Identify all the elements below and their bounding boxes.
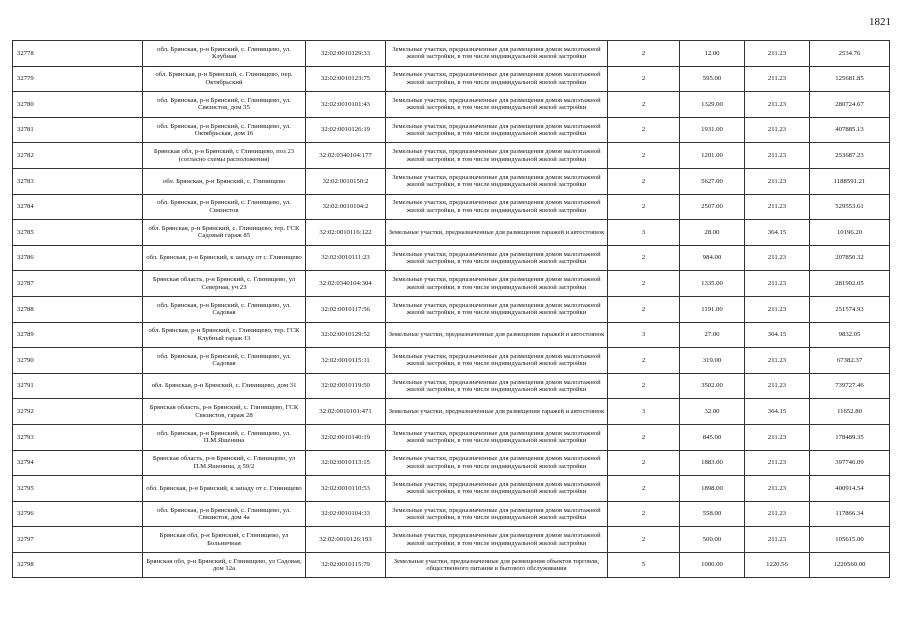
group-cell: 2 — [608, 168, 680, 194]
row-number-cell: 32780 — [13, 92, 143, 118]
group-cell: 2 — [608, 450, 680, 476]
specific-value-cell: 211.23 — [745, 245, 810, 271]
row-number-cell: 32785 — [13, 220, 143, 246]
table-row — [13, 552, 890, 578]
group-cell: 2 — [608, 373, 680, 399]
land-use-cell: Земельные участки, предназначенные для размещения домов малоэтажной жилой застройки, в том числе индивидуальной жилой застройки — [386, 92, 608, 118]
row-number-cell: 32790 — [13, 348, 143, 374]
area-cell: 500.00 — [680, 527, 745, 553]
specific-value-cell: 211.23 — [745, 296, 810, 322]
land-use-cell: Земельные участки, предназначенные для размещения домов малоэтажной жилой застройки, в том числе индивидуальной жилой застройки — [386, 348, 608, 374]
row-number-cell: 32794 — [13, 450, 143, 476]
address-cell: обл. Брянская, р-н Брянский, с. Глинищево, тер. ГСК Садовый гараж 85 — [143, 220, 306, 246]
cadastral-number-cell: 32:02:0010140:19 — [306, 424, 386, 450]
specific-value-cell: 211.23 — [745, 92, 810, 118]
row-number-cell: 32782 — [13, 143, 143, 169]
cadastral-number-cell: 32:02:0010115:11 — [306, 348, 386, 374]
area-cell: 319.00 — [680, 348, 745, 374]
specific-value-cell: 364.15 — [745, 322, 810, 348]
cadastral-number-cell: 32:02:0010116:122 — [306, 220, 386, 246]
cadastral-number-cell: 32:02:0340104:304 — [306, 271, 386, 297]
address-cell: Брянская область, р-н Брянский, с. Глинищево, ГСК Связистов, гараж 28 — [143, 399, 306, 425]
address-cell: Брянская обл, р-н Брянский, с Глинищево, ул Больничная — [143, 527, 306, 553]
group-cell: 2 — [608, 66, 680, 92]
area-cell: 1883.00 — [680, 450, 745, 476]
table-row — [13, 220, 890, 246]
cadastral-value-cell: 1188591.21 — [810, 168, 890, 194]
land-use-cell: Земельные участки, предназначенные для размещения домов малоэтажной жилой застройки, в том числе индивидуальной жилой застройки — [386, 41, 608, 67]
table-row — [13, 92, 890, 118]
area-cell: 1329.00 — [680, 92, 745, 118]
area-cell: 12.00 — [680, 41, 745, 67]
table-row — [13, 296, 890, 322]
table-row — [13, 194, 890, 220]
group-cell: 2 — [608, 271, 680, 297]
specific-value-cell: 211.23 — [745, 424, 810, 450]
area-cell: 32.00 — [680, 399, 745, 425]
area-cell: 1898.00 — [680, 476, 745, 502]
group-cell: 2 — [608, 194, 680, 220]
cadastral-value-cell: 397746.09 — [810, 450, 890, 476]
row-number-cell: 32796 — [13, 501, 143, 527]
table-row — [13, 476, 890, 502]
cadastral-value-cell: 178489.35 — [810, 424, 890, 450]
cadastral-value-cell: 11652.80 — [810, 399, 890, 425]
group-cell: 3 — [608, 399, 680, 425]
land-use-cell: Земельные участки, предназначенные для размещения объектов торговли, общественного питания и бытового обслуживания — [386, 552, 608, 578]
area-cell: 5627.00 — [680, 168, 745, 194]
land-registry-table — [12, 40, 890, 578]
specific-value-cell: 211.23 — [745, 271, 810, 297]
specific-value-cell: 1220.56 — [745, 552, 810, 578]
table-row — [13, 271, 890, 297]
table-row — [13, 245, 890, 271]
cadastral-value-cell: 125681.85 — [810, 66, 890, 92]
group-cell: 2 — [608, 348, 680, 374]
cadastral-number-cell: 32:02:0010113:15 — [306, 450, 386, 476]
row-number-cell: 32792 — [13, 399, 143, 425]
row-number-cell: 32793 — [13, 424, 143, 450]
table-row — [13, 168, 890, 194]
cadastral-number-cell: 32:02:0340104:177 — [306, 143, 386, 169]
area-cell: 1931.00 — [680, 117, 745, 143]
address-cell: обл. Брянская, р-н Брянский, с. Глинищево, ул. Садовая — [143, 296, 306, 322]
page-number: 1821 — [869, 16, 891, 28]
specific-value-cell: 211.23 — [745, 41, 810, 67]
cadastral-value-cell: 281992.05 — [810, 271, 890, 297]
cadastral-value-cell: 400914.54 — [810, 476, 890, 502]
address-cell: обл. Брянская, р-н Брянский, с. Глинищево, ул. Клубная — [143, 41, 306, 67]
land-use-cell: Земельные участки, предназначенные для размещения домов малоэтажной жилой застройки, в том числе индивидуальной жилой застройки — [386, 501, 608, 527]
specific-value-cell: 364.15 — [745, 220, 810, 246]
address-cell: обл. Брянская, р-н Брянский, с. Глинищево, ул. Связистов, дом 4а — [143, 501, 306, 527]
table-row — [13, 527, 890, 553]
address-cell: Брянская обл, р-н Брянский, с Глинищево, поз 23 (согласно схемы расположения) — [143, 143, 306, 169]
group-cell: 2 — [608, 476, 680, 502]
address-cell: Брянская область, р-н Брянский, с. Глинищево, ул П.М.Яшенина, д 59/2 — [143, 450, 306, 476]
row-number-cell: 32797 — [13, 527, 143, 553]
address-cell: обл. Брянская, р-н Брянский, с. Глинищево, тер. ГСК Клубный гараж 13 — [143, 322, 306, 348]
cadastral-number-cell: 32:02:0010126:19 — [306, 117, 386, 143]
table-row — [13, 501, 890, 527]
address-cell: обл. Брянская, р-н Брянский, с. Глинищево, ул. Октябрьская, дом 16 — [143, 117, 306, 143]
cadastral-number-cell: 32:02:0010119:50 — [306, 373, 386, 399]
cadastral-number-cell: 32:02:0010129:52 — [306, 322, 386, 348]
specific-value-cell: 364.15 — [745, 399, 810, 425]
cadastral-value-cell: 251574.93 — [810, 296, 890, 322]
land-use-cell: Земельные участки, предназначенные для размещения домов малоэтажной жилой застройки, в том числе индивидуальной жилой застройки — [386, 66, 608, 92]
row-number-cell: 32787 — [13, 271, 143, 297]
group-cell: 2 — [608, 527, 680, 553]
specific-value-cell: 211.23 — [745, 168, 810, 194]
cadastral-value-cell: 253687.23 — [810, 143, 890, 169]
address-cell: обл. Брянская, р-н Брянский, с. Глинищево, ул. П.М.Яшенина — [143, 424, 306, 450]
cadastral-value-cell: 1220560.00 — [810, 552, 890, 578]
table-row — [13, 450, 890, 476]
address-cell: обл. Брянская, р-н Брянский, с. Глинищево, ул. Садовая — [143, 348, 306, 374]
row-number-cell: 32791 — [13, 373, 143, 399]
table-body — [13, 41, 890, 578]
row-number-cell: 32789 — [13, 322, 143, 348]
specific-value-cell: 211.23 — [745, 373, 810, 399]
specific-value-cell: 211.23 — [745, 527, 810, 553]
table-row — [13, 424, 890, 450]
address-cell: обл. Брянская, р-н Брянский, с. Глинищево — [143, 168, 306, 194]
specific-value-cell: 211.23 — [745, 117, 810, 143]
land-use-cell: Земельные участки, предназначенные для размещения домов малоэтажной жилой застройки, в том числе индивидуальной жилой застройки — [386, 245, 608, 271]
specific-value-cell: 211.23 — [745, 348, 810, 374]
specific-value-cell: 211.23 — [745, 143, 810, 169]
cadastral-value-cell: 407885.13 — [810, 117, 890, 143]
address-cell: Брянская область, р-н Брянский, с. Глинищево, ул Северная, уч 23 — [143, 271, 306, 297]
specific-value-cell: 211.23 — [745, 194, 810, 220]
row-number-cell: 32778 — [13, 41, 143, 67]
cadastral-number-cell: 32:02:0010104:33 — [306, 501, 386, 527]
area-cell: 558.00 — [680, 501, 745, 527]
area-cell: 28.00 — [680, 220, 745, 246]
row-number-cell: 32781 — [13, 117, 143, 143]
row-number-cell: 32779 — [13, 66, 143, 92]
land-use-cell: Земельные участки, предназначенные для размещения домов малоэтажной жилой застройки, в том числе индивидуальной жилой застройки — [386, 271, 608, 297]
land-use-cell: Земельные участки, предназначенные для размещения домов малоэтажной жилой застройки, в том числе индивидуальной жилой застройки — [386, 373, 608, 399]
specific-value-cell: 211.23 — [745, 476, 810, 502]
address-cell: обл. Брянская, р-н Брянский, с. Глинищево, дом 31 — [143, 373, 306, 399]
land-use-cell: Земельные участки, предназначенные для размещения домов малоэтажной жилой застройки, в том числе индивидуальной жилой застройки — [386, 476, 608, 502]
land-use-cell: Земельные участки, предназначенные для размещения гаражей и автостоянок — [386, 399, 608, 425]
area-cell: 595.00 — [680, 66, 745, 92]
cadastral-value-cell: 9832.05 — [810, 322, 890, 348]
cadastral-value-cell: 739727.46 — [810, 373, 890, 399]
land-use-cell: Земельные участки, предназначенные для размещения домов малоэтажной жилой застройки, в том числе индивидуальной жилой застройки — [386, 168, 608, 194]
area-cell: 845.00 — [680, 424, 745, 450]
cadastral-value-cell: 529553.61 — [810, 194, 890, 220]
address-cell: обл. Брянская, р-н Брянский, к западу от с. Глинищево — [143, 476, 306, 502]
area-cell: 1191.00 — [680, 296, 745, 322]
cadastral-value-cell: 280724.67 — [810, 92, 890, 118]
row-number-cell: 32795 — [13, 476, 143, 502]
cadastral-number-cell: 32:02:0010101:471 — [306, 399, 386, 425]
row-number-cell: 32784 — [13, 194, 143, 220]
table-row — [13, 399, 890, 425]
area-cell: 1201.00 — [680, 143, 745, 169]
cadastral-number-cell: 32:02:0010129:33 — [306, 41, 386, 67]
cadastral-number-cell: 32:02:0010104:2 — [306, 194, 386, 220]
group-cell: 3 — [608, 322, 680, 348]
cadastral-value-cell: 105615.00 — [810, 527, 890, 553]
area-cell: 3502.00 — [680, 373, 745, 399]
land-use-cell: Земельные участки, предназначенные для размещения гаражей и автостоянок — [386, 322, 608, 348]
cadastral-number-cell: 32:02:0010111:23 — [306, 245, 386, 271]
address-cell: Брянская обл, р-н Брянский, с Глинищево, ул Садовая, дом 12а — [143, 552, 306, 578]
table-row — [13, 322, 890, 348]
group-cell: 2 — [608, 41, 680, 67]
specific-value-cell: 211.23 — [745, 501, 810, 527]
land-use-cell: Земельные участки, предназначенные для размещения домов малоэтажной жилой застройки, в том числе индивидуальной жилой застройки — [386, 296, 608, 322]
specific-value-cell: 211.23 — [745, 66, 810, 92]
table-row — [13, 143, 890, 169]
row-number-cell: 32798 — [13, 552, 143, 578]
cadastral-value-cell: 207850.32 — [810, 245, 890, 271]
table-row — [13, 373, 890, 399]
group-cell: 5 — [608, 552, 680, 578]
cadastral-value-cell: 67382.37 — [810, 348, 890, 374]
cadastral-number-cell: 32:02:0010150:2 — [306, 168, 386, 194]
address-cell: обл. Брянская, р-н Брянский, с. Глинищево, ул. Связистов, дом 35 — [143, 92, 306, 118]
area-cell: 2507.00 — [680, 194, 745, 220]
area-cell: 984.00 — [680, 245, 745, 271]
group-cell: 2 — [608, 117, 680, 143]
table-row — [13, 66, 890, 92]
land-use-cell: Земельные участки, предназначенные для размещения домов малоэтажной жилой застройки, в том числе индивидуальной жилой застройки — [386, 143, 608, 169]
group-cell: 3 — [608, 220, 680, 246]
area-cell: 1000.00 — [680, 552, 745, 578]
cadastral-value-cell: 117866.34 — [810, 501, 890, 527]
cadastral-value-cell: 2534.76 — [810, 41, 890, 67]
address-cell: обл. Брянская, р-н Брянский, к западу от с. Глинищево — [143, 245, 306, 271]
group-cell: 2 — [608, 296, 680, 322]
land-use-cell: Земельные участки, предназначенные для размещения домов малоэтажной жилой застройки, в том числе индивидуальной жилой застройки — [386, 194, 608, 220]
land-use-cell: Земельные участки, предназначенные для размещения домов малоэтажной жилой застройки, в том числе индивидуальной жилой застройки — [386, 527, 608, 553]
group-cell: 2 — [608, 245, 680, 271]
land-use-cell: Земельные участки, предназначенные для размещения домов малоэтажной жилой застройки, в том числе индивидуальной жилой застройки — [386, 117, 608, 143]
address-cell: обл. Брянская, р-н Брянский, с. Глинищево, пер. Октябрьский — [143, 66, 306, 92]
row-number-cell: 32783 — [13, 168, 143, 194]
group-cell: 2 — [608, 92, 680, 118]
group-cell: 2 — [608, 501, 680, 527]
cadastral-number-cell: 32:02:0010115:79 — [306, 552, 386, 578]
specific-value-cell: 211.23 — [745, 450, 810, 476]
group-cell: 2 — [608, 424, 680, 450]
cadastral-number-cell: 32:02:0010117:56 — [306, 296, 386, 322]
row-number-cell: 32786 — [13, 245, 143, 271]
cadastral-number-cell: 32:02:0010123:75 — [306, 66, 386, 92]
area-cell: 1335.00 — [680, 271, 745, 297]
group-cell: 2 — [608, 143, 680, 169]
land-use-cell: Земельные участки, предназначенные для размещения домов малоэтажной жилой застройки, в том числе индивидуальной жилой застройки — [386, 424, 608, 450]
cadastral-value-cell: 10196.20 — [810, 220, 890, 246]
cadastral-number-cell: 32:02:0010110:53 — [306, 476, 386, 502]
table-row — [13, 117, 890, 143]
row-number-cell: 32788 — [13, 296, 143, 322]
address-cell: обл. Брянская, р-н Брянский, с. Глинищево, ул. Связистов — [143, 194, 306, 220]
land-use-cell: Земельные участки, предназначенные для размещения гаражей и автостоянок — [386, 220, 608, 246]
area-cell: 27.00 — [680, 322, 745, 348]
table-row — [13, 348, 890, 374]
cadastral-number-cell: 32:02:0010101:43 — [306, 92, 386, 118]
land-use-cell: Земельные участки, предназначенные для размещения домов малоэтажной жилой застройки, в том числе индивидуальной жилой застройки — [386, 450, 608, 476]
cadastral-number-cell: 32:02:0010126:193 — [306, 527, 386, 553]
table-row — [13, 41, 890, 67]
